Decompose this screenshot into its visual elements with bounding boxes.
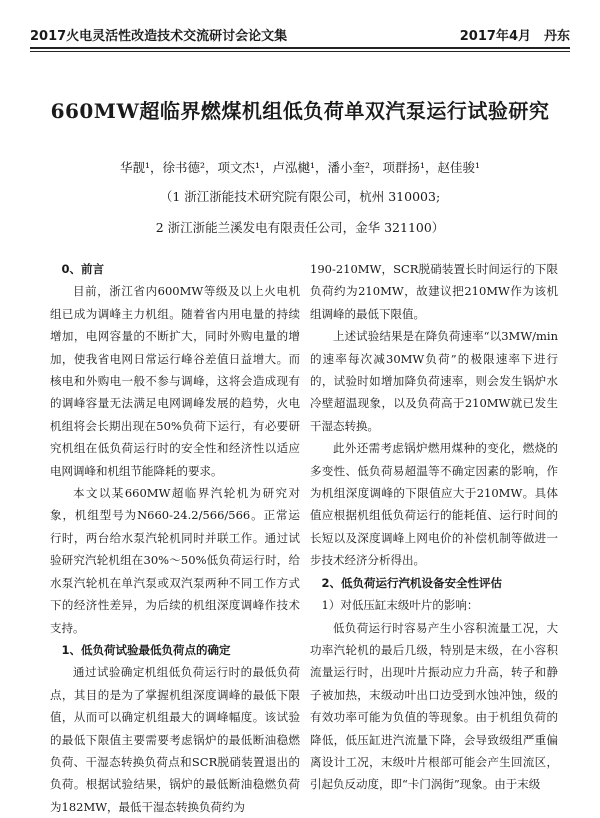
section-heading: 0、前言 [61,262,105,276]
body-paragraph: 通过试验确定机组低负荷运行时的最低负荷点，其目的是为了掌握机组深度调峰的最低下限值，从而可以确定机组最大的调峰幅度。该试验的最低下限值主要需要考虑锅炉的最低断油稳燃负荷、干湿态转换负荷点和SCR脱硝装置退出的负荷。根据试验结果，锅炉的最低断油稳燃负荷为182MW，最低干湿态转换负荷约为 [50,665,300,814]
header-rule-thin [30,51,570,52]
section-heading: 1、低负荷试验最低负荷点的确定 [61,642,231,657]
header-proceedings-title: 2017火电灵活性改造技术交流研讨会论文集 [30,29,288,44]
body-paragraph: 上述试验结果是在降负荷速率“以3MW/min的速率每次减30MW负荷”的极限速率下进行的，试验时如增加降负荷速率，则会发生锅炉水冷壁超温现象，以及负荷高于210MW就已发生干湿态转换。 [310,329,558,433]
affiliation-1: （1 浙江浙能技术研究院有限公司，杭州 310003; [159,189,441,204]
header-rule-thick [30,47,570,49]
body-paragraph: 此外还需考虑锅炉燃用煤种的变化，燃烧的多变性、低负荷易超温等不确定因素的影响，作为机组深度调峰的下限值应大于210MW。具体值应根据机组低负荷运行的能耗值、运行时间的长短以及深度调峰上网电价的补偿机制等做进一步技术经济分析得出。 [310,441,558,568]
body-paragraph: 低负荷运行时容易产生小容积流量工况，大功率汽轮机的最后几级，特别是末级，在小容积流量运行时，出现叶片振动应力升高，转子和静子被加热，末级动叶出口边受到水蚀冲蚀，级的有效功率可能为负值的等现象。由于机组负荷的降低，低压缸进汽流量下降，会导致级组严重偏离设计工况，末级叶片根部可能会产生回流区，引起负反动度，即“卡门涡街”现象。由于末级 [310,620,558,792]
section-heading: 2、低负荷运行汽机设备安全性评估 [321,575,502,590]
body-paragraph: 目前，浙江省内600MW等级及以上火电机组已成为调峰主力机组。随着省内用电量的持续增加，电网容量的不断扩大，同时外购电量的增加，使我省电网日常运行峰谷差值日益增大。而核电和外购电一般不参与调峰，这将会造成现有的调峰容量无法满足电网调峰发展的趋势，火电机组将会长期出现在50%负荷下运行，有必要研究机组在低负荷运行时的安全性和经济性以适应电网调峰和机组节能降耗的要求。 [50,284,300,478]
running-header [30,24,570,44]
subsection-heading: 1）对低压缸末级叶片的影响： [321,598,479,613]
left-column [50,258,300,818]
body-paragraph: 190-210MW，SCR脱硝装置长时间运行的下限负荷约为210MW，故建议把210MW作为该机组调峰的最低下限值。 [310,262,558,321]
affiliation-2: 2 浙江浙能兰溪发电有限责任公司，金华 321100） [155,220,445,235]
right-column [310,258,558,796]
header-date-location: 2017年4月 丹东 [459,29,570,44]
body-paragraph: 本文以某660MW超临界汽轮机为研究对象，机组型号为N660-24.2/566/566。正常运行时，两台给水泵汽轮机同时并联工作。通过试验研究汽轮机组在30%～50%低负荷运行时，给水泵汽轮机在单汽泵或双汽泵两种不同工作方式下的经济性差异，为后续的机组深度调峰作技术支持。 [50,486,300,635]
paper-title: 660MW超临界燃煤机组低负荷单双汽泵运行试验研究 [50,99,550,123]
author-list: 华靓¹，徐书德²，项文杰¹，卢泓樾¹，潘小奎²，项群扬¹，赵佳骏¹ [119,160,481,175]
